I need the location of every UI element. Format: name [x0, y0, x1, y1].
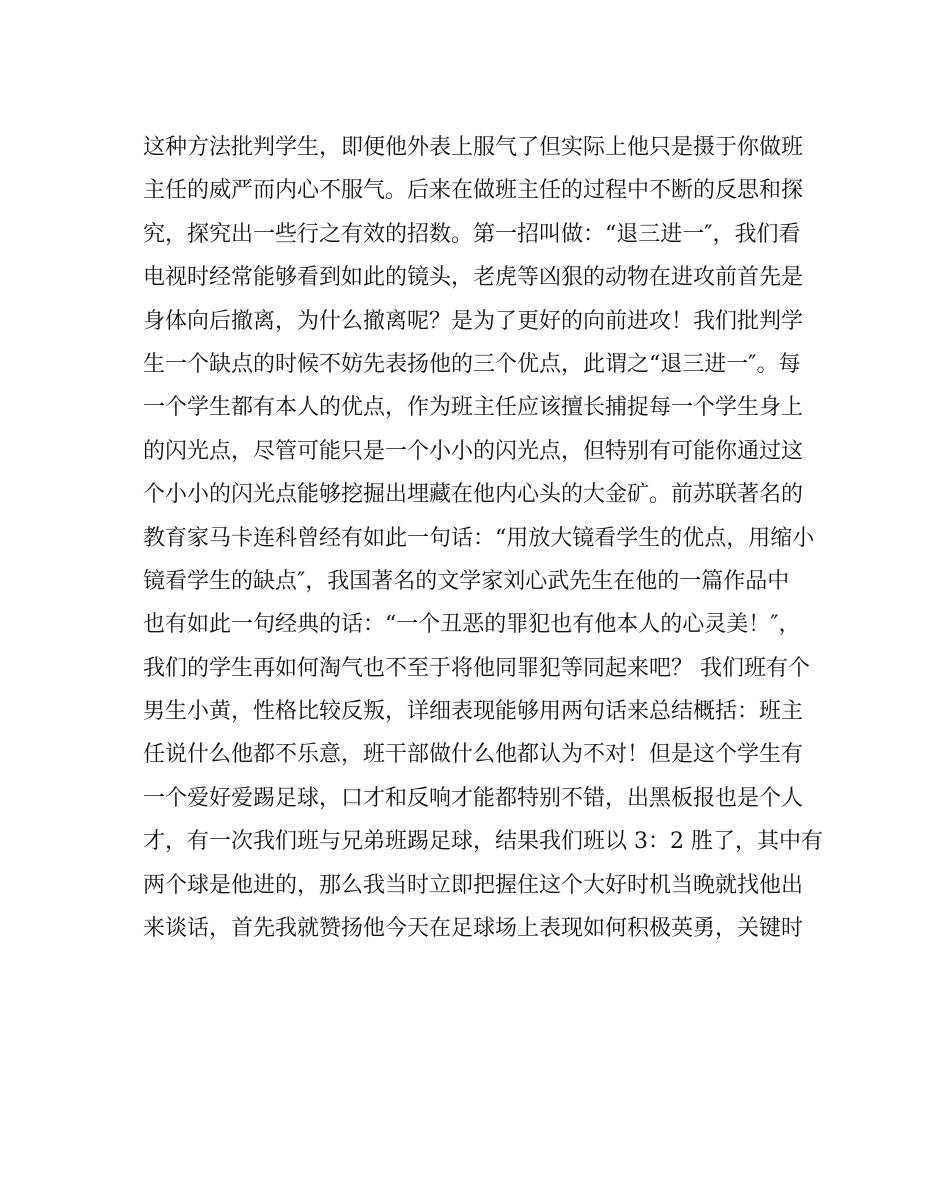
text-line: 一个爱好爱踢足球，口才和反响才能都特别不错，出黑板报也是个人: [143, 785, 804, 811]
text-line: 一个学生都有本人的优点，作为班主任应该擅长捕捉每一个学生身上: [143, 395, 804, 421]
text-line: 来谈话，首先我就赞扬他今天在足球场上表现如何积极英勇，关键时: [143, 916, 804, 942]
text-line: 个小小的闪光点能够挖掘出埋藏在他内心头的大金矿。前苏联著名的: [143, 482, 804, 508]
text-line: 身体向后撤离，为什么撤离呢？是为了更好的向前进攻！我们批判学: [143, 308, 804, 334]
body-text: [143, 126, 823, 950]
text-line: 两个球是他进的，那么我当时立即把握住这个大好时机当晚就找他出: [143, 872, 804, 898]
text-line: 生一个缺点的时候不妨先表扬他的三个优点，此谓之“退三进一″。每: [143, 351, 801, 377]
text-line: 教育家马卡连科曾经有如此一句话：“用放大镜看学生的优点，用缩小: [143, 525, 815, 551]
text-line: 我们的学生再如何淘气也不至于将他同罪犯等同起来吧？ 我们班有个: [143, 655, 810, 681]
text-line: 任说什么他都不乐意，班干部做什么他都认为不对！但是这个学生有: [143, 742, 804, 768]
text-line: 男生小黄，性格比较反叛，详细表现能够用两句话来总结概括：班主: [143, 699, 804, 725]
text-line: 究，探究出一些行之有效的招数。第一招叫做：“退三进一″，我们看: [143, 221, 801, 247]
text-line: 才，有一次我们班与兄弟班踢足球，结果我们班以 3：2 胜了，其中有: [143, 829, 823, 855]
text-line: 的闪光点，尽管可能只是一个小小的闪光点，但特别有可能你通过这: [143, 438, 804, 464]
text-line: 电视时经常能够看到如此的镜头，老虎等凶狠的动物在进攻前首先是: [143, 265, 804, 291]
text-line: 镜看学生的缺点″，我国著名的文学家刘心武先生在他的一篇作品中: [143, 568, 790, 594]
text-line: 也有如此一句经典的话：“一个丑恶的罪犯也有他本人的心灵美！″，: [143, 612, 801, 638]
text-line: 这种方法批判学生，即便他外表上服气了但实际上他只是摄于你做班: [143, 135, 804, 160]
text-line: 主任的威严而内心不服气。后来在做班主任的过程中不断的反思和探: [143, 178, 804, 204]
